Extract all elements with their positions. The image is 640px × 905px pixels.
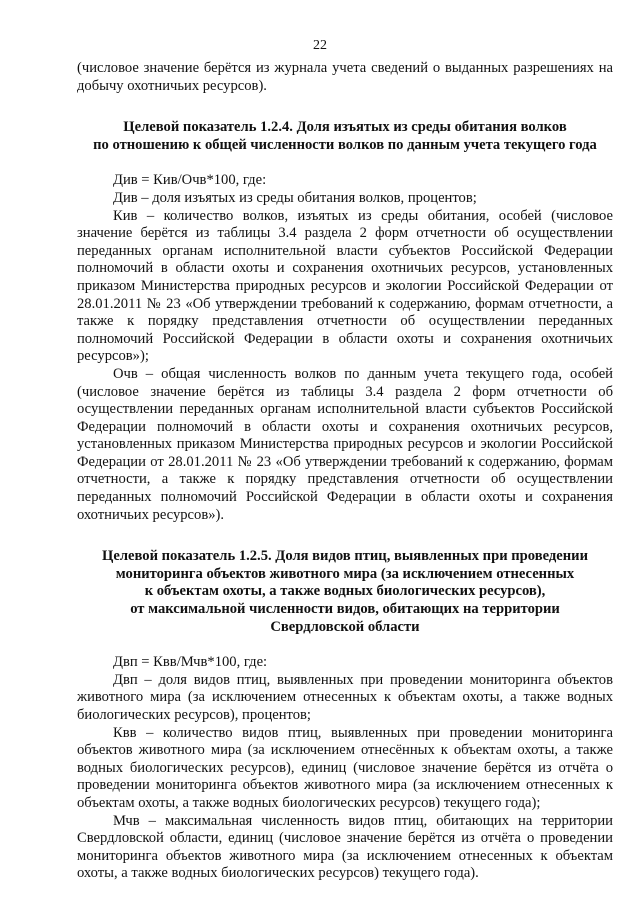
heading-line: от максимальной численности видов, обитающих на территории [130, 601, 560, 618]
heading-line: по отношению к общей численности волков по данным учета текущего года [93, 136, 597, 153]
definition-ochv: Очв – общая численность волков по данным учета текущего года, особей (числовое значение берётся из таблицы 3.4 раздела 2 форм отчетности об осуществлении переданных органам исполнительной власти субъектов Российской Федерации полномочий в области охоты и сохранения охотничьих ресурсов, установленных приказом Министерства природных ресурсов и экологии Российской Федерации от 28.01.2011 № 23 «Об утверждении требований к содержанию, формам отчетности, а также к порядку представления отчетности об осуществлении переданных полномочий Российской Федерации в области охоты и сохранения охотничьих ресурсов»). [77, 365, 613, 523]
definition-kiv: Кив – количество волков, изъятых из среды обитания, особей (числовое значение берётся из таблицы 3.4 раздела 2 форм отчетности об осуществлении переданных органам исполнительной власти субъектов Российской Федерации полномочий в области охоты и сохранения охотничьих ресурсов, установленных приказом Министерства природных ресурсов и экологии Российской Федерации от 28.01.2011 № 23 «Об утверждении требований к содержанию, формам отчетности, а также к порядку представления отчетности об осуществлении переданных полномочий Российской Федерации в области охоты и сохранения охотничьих ресурсов»); [77, 207, 613, 365]
section-heading-1-2-5 [77, 548, 613, 636]
definition-mchv: Мчв – максимальная численность видов птиц, обитающих на территории Свердловской области, единиц (числовое значение берётся из отчёта о проведении мониторинга объектов животного мира (за исключением отнесенных к объектам охоты, а также водных биологических ресурсов) текущего года). [77, 812, 613, 882]
definition-dvp: Двп – доля видов птиц, выявленных при проведении мониторинга объектов животного мира (за исключением отнесенных к объектам охоты, а также водных биологических ресурсов), процентов; [77, 671, 613, 723]
heading-line: к объектам охоты, а также водных биологических ресурсов), [144, 583, 546, 600]
formula-dvp: Двп = Квв/Мчв*100, где: [113, 654, 268, 671]
heading-line: Целевой показатель 1.2.5. Доля видов птиц, выявленных при проведении [102, 548, 588, 565]
heading-line: Свердловской области [270, 618, 420, 635]
heading-line: мониторинга объектов животного мира (за исключением отнесенных [115, 565, 575, 582]
formula-div: Див = Кив/Очв*100, где: [113, 172, 267, 189]
intro-paragraph: (числовое значение берётся из журнала учета сведений о выданных разрешениях на добычу охотничьих ресурсов). [77, 60, 613, 94]
page-content [77, 60, 613, 883]
page-number: 22 [313, 38, 327, 53]
definition-kvv: Квв – количество видов птиц, выявленных при проведении мониторинга объектов животного мира (за исключением отнесённых к объектам охоты, а также водных биологических ресурсов), единиц (числовое значение берётся из отчёта о проведении мониторинга объектов животного мира (за исключением отнесенных к объектам охоты, а также водных биологических ресурсов) текущего года); [77, 724, 613, 811]
definition-div: Див – доля изъятых из среды обитания волков, процентов; [113, 189, 477, 206]
section-heading-1-2-4 [77, 119, 613, 154]
heading-line: Целевой показатель 1.2.4. Доля изъятых из среды обитания волков [123, 119, 567, 136]
